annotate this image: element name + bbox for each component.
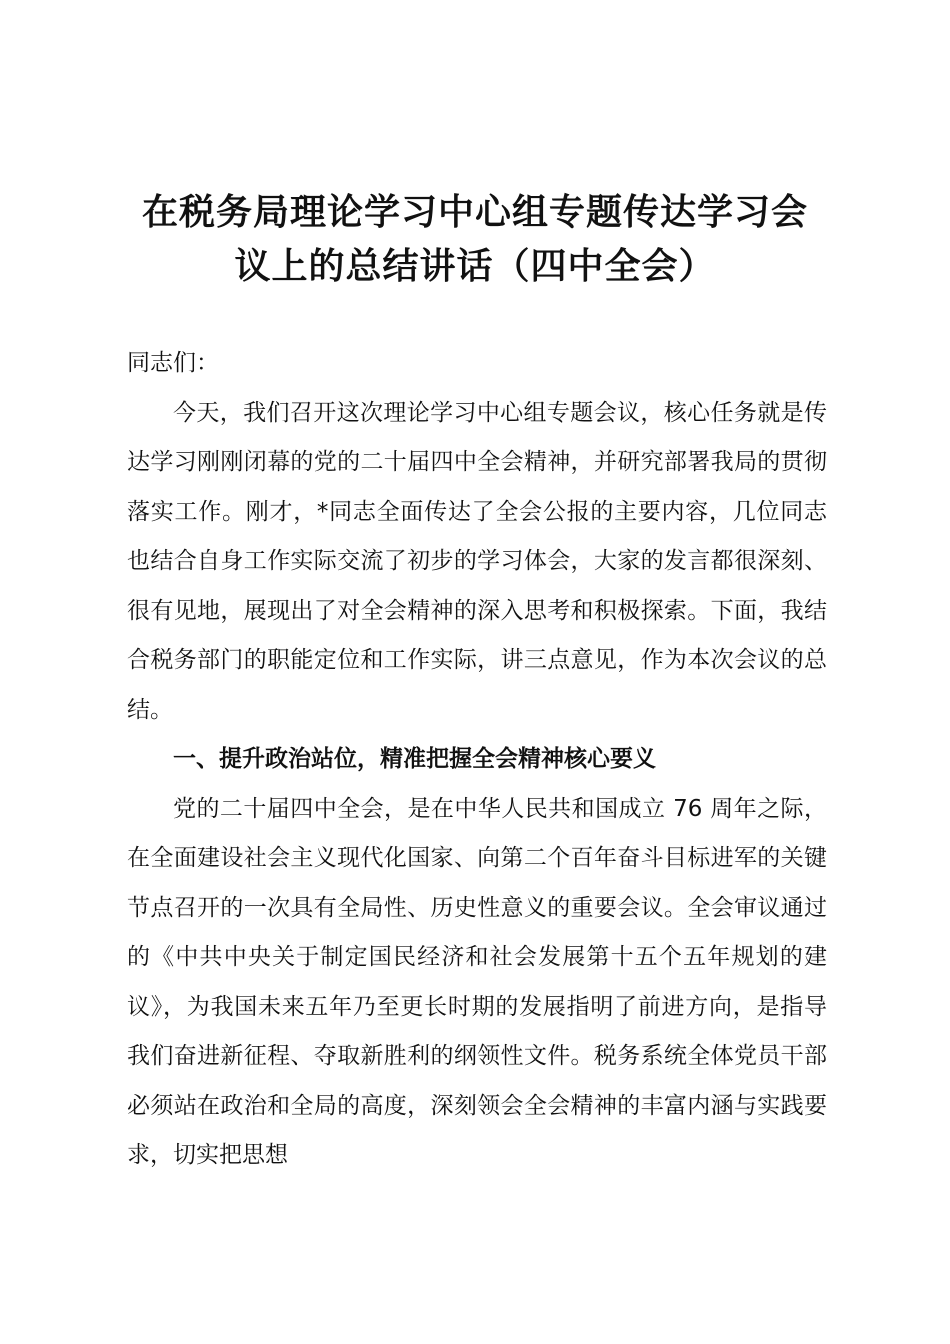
section-1-paragraph: 党的二十届四中全会，是在中华人民共和国成立 76 周年之际，在全面建设社会主义现代化国家、向第二个百年奋斗目标进军的关键节点召开的一次具有全局性、历史性意义的重要会议。全会审议通过的《中共中央关于制定国民经济和社会发展第十五个五年规划的建议》，为我国未来五年乃至更长时期的发展指明了前进方向，是指导我们奋进新征程、夺取新胜利的纲领性文件。税务系统全体党员干部必须站在政治和全局的高度，深刻领会全会精神的丰富内涵与实践要求，切实把思想 [127, 795, 827, 1168]
title-line-2: 议上的总结讲话（四中全会） [234, 246, 716, 287]
title-line-1: 在税务局理论学习中心组专题传达学习会 [141, 192, 808, 233]
salutation: 同志们： [127, 350, 219, 376]
section-heading-1: 一、提升政治站位，精准把握全会精神核心要义 [173, 746, 656, 772]
document-title [118, 186, 832, 294]
opening-paragraph: 今天，我们召开这次理论学习中心组专题会议，核心任务就是传达学习刚刚闭幕的党的二十届四中全会精神，并研究部署我局的贯彻落实工作。刚才，*同志全面传达了全会公报的主要内容，几位同志也结合自身工作实际交流了初步的学习体会，大家的发言都很深刻、很有见地，展现出了对全会精神的深入思考和积极探索。下面，我结合税务部门的职能定位和工作实际，讲三点意见，作为本次会议的总结。 [127, 399, 827, 723]
document-body [127, 339, 827, 1181]
